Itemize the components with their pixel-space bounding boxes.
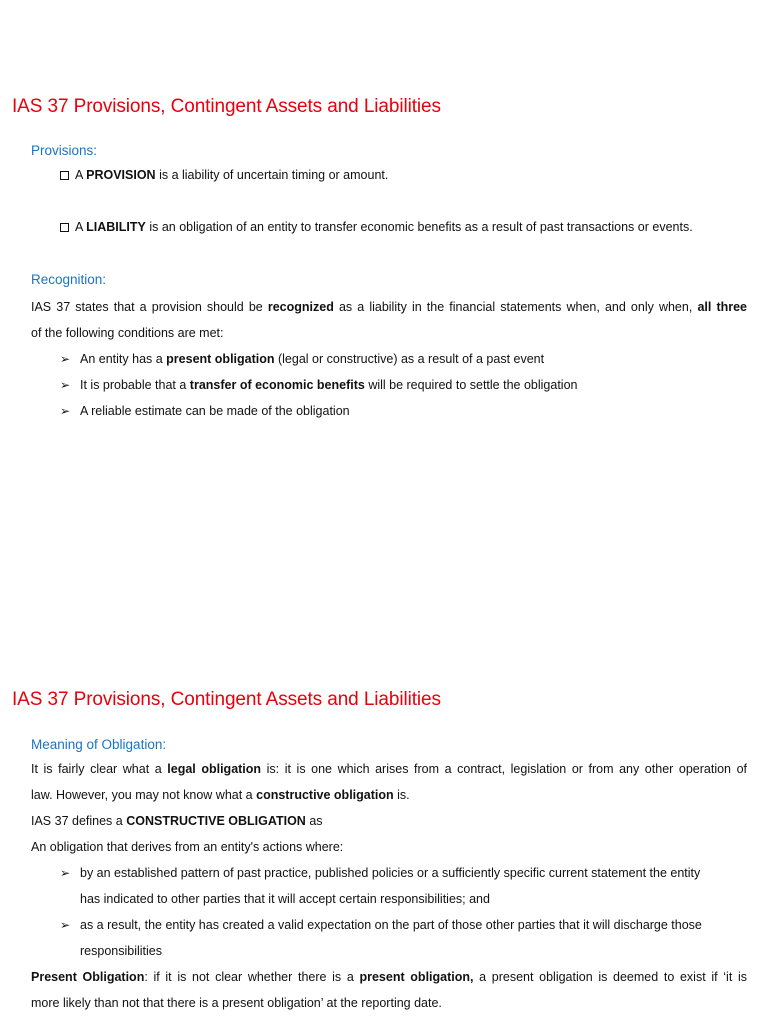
recognition-paragraph-line-1: IAS 37 states that a provision should be recognized as a liability in the financial statements when, and only when, all three <box>31 300 748 314</box>
sub-condition-2-line-1: ➢ as a result, the entity has created a valid expectation on the part of those other parties that it will discharge those <box>60 918 702 932</box>
sub-condition-1-line-2: has indicated to other parties that it will accept certain responsibilities; and <box>80 892 490 906</box>
liability-definition: A LIABILITY is an obligation of an entity to transfer economic benefits as a result of past transactions or events. <box>60 219 693 235</box>
condition-1: ➢ An entity has a present obligation (legal or constructive) as a result of a past event <box>60 352 545 366</box>
condition-3: ➢ A reliable estimate can be made of the obligation <box>60 404 350 418</box>
slide-2-title: IAS 37 Provisions, Contingent Assets and Liabilities <box>12 689 441 710</box>
arrow-bullet-icon: ➢ <box>60 352 71 366</box>
checkbox-bullet-icon <box>60 171 69 180</box>
arrow-bullet-icon: ➢ <box>60 866 71 880</box>
provisions-heading: Provisions: <box>31 143 98 158</box>
sub-condition-1-line-1: ➢ by an established pattern of past practice, published policies or a sufficiently specific current statement the entity <box>60 866 701 880</box>
sub-condition-2-line-2: responsibilities <box>80 944 162 958</box>
slide-2 <box>0 512 768 1024</box>
obligation-paragraph-line-2: law. However, you may not know what a constructive obligation is. <box>31 788 410 802</box>
arrow-bullet-icon: ➢ <box>60 404 71 418</box>
arrow-bullet-icon: ➢ <box>60 918 71 932</box>
recognition-heading: Recognition: <box>31 272 107 287</box>
present-obligation-line-1: Present Obligation: if it is not clear whether there is a present obligation, a present obligation is deemed to exist if ‘it is <box>31 970 747 984</box>
slide-1-title: IAS 37 Provisions, Contingent Assets and Liabilities <box>12 96 441 117</box>
condition-2: ➢ It is probable that a transfer of economic benefits will be required to settle the obligation <box>60 378 578 392</box>
meaning-of-obligation-heading: Meaning of Obligation: <box>31 737 167 752</box>
recognition-paragraph-line-2: of the following conditions are met: <box>31 326 224 340</box>
checkbox-bullet-icon <box>60 223 69 232</box>
constructive-obligation-definition: IAS 37 defines a CONSTRUCTIVE OBLIGATION as <box>31 814 323 828</box>
present-obligation-line-2: more likely than not that there is a present obligation’ at the reporting date. <box>31 996 442 1010</box>
arrow-bullet-icon: ➢ <box>60 378 71 392</box>
obligation-derivation-text: An obligation that derives from an entity's actions where: <box>31 840 344 854</box>
provision-definition: A PROVISION is a liability of uncertain timing or amount. <box>60 167 388 183</box>
obligation-paragraph-line-1: It is fairly clear what a legal obligation is: it is one which arises from a contract, legislation or from any other operation of <box>31 762 748 776</box>
